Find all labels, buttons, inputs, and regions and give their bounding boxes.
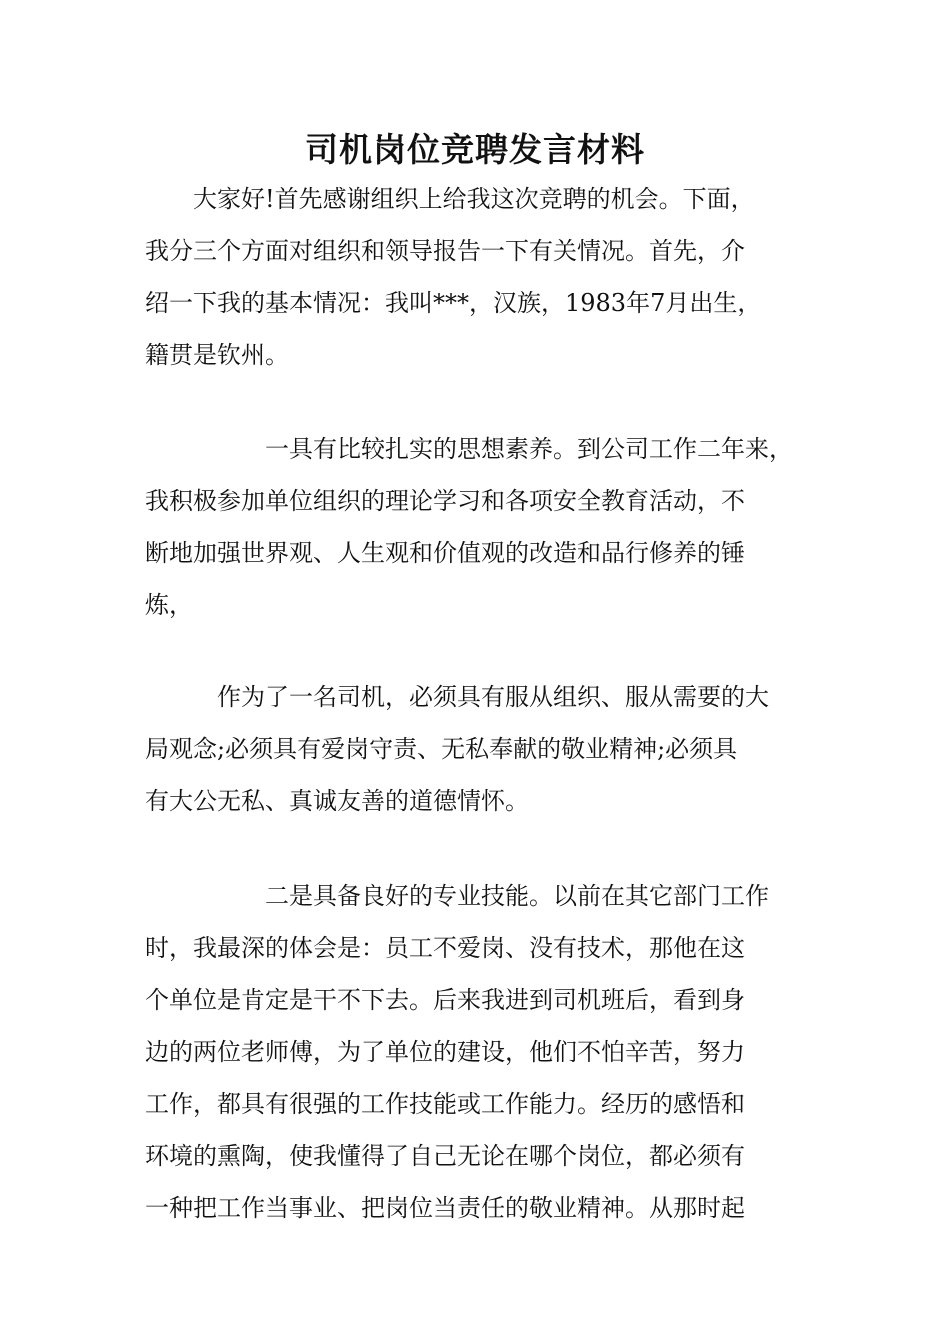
paragraph-line: 局观念;必须具有爱岗守责、无私奉献的敬业精神;必须具 — [145, 735, 738, 763]
paragraph-ideology — [145, 423, 815, 631]
paragraph-line: 环境的熏陶，使我懂得了自己无论在哪个岗位，都必须有 — [145, 1142, 745, 1170]
paragraph-line: 工作，都具有很强的工作技能或工作能力。经历的感悟和 — [145, 1090, 745, 1118]
paragraph-line: 籍贯是钦州。 — [145, 341, 289, 369]
paragraph-line: 边的两位老师傅，为了单位的建设，他们不怕辛苦，努力 — [145, 1038, 745, 1066]
paragraph-line: 炼， — [145, 591, 193, 619]
paragraph-line: 二是具备良好的专业技能。以前在其它部门工作 — [145, 882, 769, 910]
paragraph-line: 有大公无私、真诚友善的道德情怀。 — [145, 787, 529, 815]
paragraph-driver-duty — [145, 671, 815, 827]
paragraph-line: 时，我最深的体会是：员工不爱岗、没有技术，那他在这 — [145, 934, 745, 962]
paragraph-line: 个单位是肯定是干不下去。后来我进到司机班后，看到身 — [145, 986, 745, 1014]
paragraph-line: 一具有比较扎实的思想素养。到公司工作二年来， — [145, 435, 793, 463]
paragraph-skills — [145, 870, 815, 1234]
paragraph-line: 一种把工作当事业、把岗位当责任的敬业精神。从那时起 — [145, 1194, 745, 1222]
paragraph-line: 绍一下我的基本情况：我叫***，汉族，1983年7月出生， — [145, 289, 762, 317]
document-title: 司机岗位竞聘发言材料 — [305, 130, 645, 169]
paragraph-line: 断地加强世界观、人生观和价值观的改造和品行修养的锤 — [145, 539, 745, 567]
paragraph-line: 我分三个方面对组织和领导报告一下有关情况。首先，介 — [145, 237, 745, 265]
paragraph-line: 大家好!首先感谢组织上给我这次竞聘的机会。下面， — [145, 185, 755, 213]
paragraph-greeting — [145, 173, 815, 381]
paragraph-line: 我积极参加单位组织的理论学习和各项安全教育活动，不 — [145, 487, 745, 515]
paragraph-line: 作为了一名司机，必须具有服从组织、服从需要的大 — [145, 683, 769, 711]
